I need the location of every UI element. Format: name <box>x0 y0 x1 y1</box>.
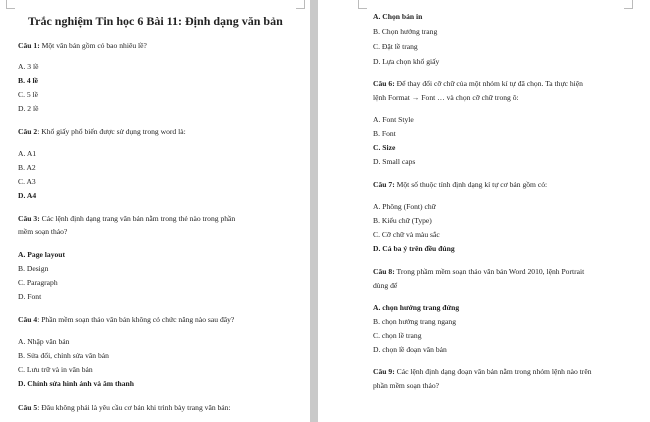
answer-option-correct: A. Page layout <box>18 250 66 259</box>
question-text-continued: phần mềm soạn thảo? <box>373 381 440 390</box>
question-3 <box>18 214 235 224</box>
question-number: Câu 4 <box>18 315 38 324</box>
page-gap <box>310 0 318 422</box>
answer-option: B. Design <box>18 264 49 273</box>
answer-option-correct: A. Chọn bản in <box>373 12 423 21</box>
question-text: Để thay đổi cỡ chữ của một nhóm kí tự đã chọn. Ta thực hiện <box>394 79 583 88</box>
question-text: Các lệnh định dạng trang văn bản nằm trong thẻ nào trong phần <box>39 214 236 223</box>
answer-option: C. Paragraph <box>18 278 58 287</box>
question-number: Câu 2 <box>18 127 38 136</box>
question-text-continued: lệnh Format → Font … và chọn cỡ chữ trong ô: <box>373 93 519 102</box>
answer-option-correct: D. Chỉnh sửa hình ảnh và âm thanh <box>18 379 134 388</box>
answer-option: D. Font <box>18 292 42 301</box>
question-8 <box>373 267 584 277</box>
question-number: Câu 3: <box>18 214 40 223</box>
answer-option: B. Chọn hướng trang <box>373 27 438 36</box>
answer-option: C. Đặt lề trang <box>373 42 418 51</box>
answer-option: D. Lựa chọn khổ giấy <box>373 57 440 66</box>
question-text: Trong phầm mềm soạn thảo văn bản Word 2010, lệnh Portrait <box>394 267 585 276</box>
answer-option: B. Kiểu chữ (Type) <box>373 216 432 225</box>
answer-option-correct: D. Cả ba ý trên đều đúng <box>373 244 455 253</box>
question-text: : Phần mềm soạn thảo văn bản không có chức năng nào sau đây? <box>37 315 235 324</box>
answer-option-correct: B. 4 lề <box>18 76 39 85</box>
answer-option: B. chọn hướng trang ngang <box>373 317 457 326</box>
answer-option: A. 3 lề <box>18 62 39 71</box>
answer-option: A. A1 <box>18 149 37 158</box>
question-number: Câu 8: <box>373 267 395 276</box>
question-9 <box>373 367 592 377</box>
answer-option: C. Cỡ chữ và màu sắc <box>373 230 440 239</box>
answer-option: C. chọn lề trang <box>373 331 422 340</box>
question-6 <box>373 79 583 89</box>
answer-option: C. Lưu trữ và in văn bản <box>18 365 93 374</box>
crop-mark <box>296 0 305 9</box>
answer-option: D. chọn lề đoạn văn bản <box>373 345 447 354</box>
answer-option: C. A3 <box>18 177 36 186</box>
answer-option-correct: A. chọn hướng trang đứng <box>373 303 460 312</box>
document-page-right <box>318 0 650 422</box>
question-number: Câu 9: <box>373 367 395 376</box>
answer-option: C. 5 lề <box>18 90 39 99</box>
question-text: : Khổ giấy phổ biến được sử dụng trong word là: <box>37 127 186 136</box>
document-title: Trắc nghiệm Tin học 6 Bài 11: Định dạng văn bản <box>28 14 283 28</box>
answer-option-correct: C. Size <box>373 143 396 152</box>
question-number: Câu 5 <box>18 403 38 412</box>
crop-mark <box>358 0 367 9</box>
question-1 <box>18 41 147 51</box>
answer-option-correct: D. A4 <box>18 191 37 200</box>
answer-option: D. Small caps <box>373 157 416 166</box>
answer-option: B. Font <box>373 129 396 138</box>
answer-option: B. Sửa đổi, chỉnh sửa văn bản <box>18 351 109 360</box>
question-text: Một văn bản gồm có bao nhiêu lề? <box>39 41 147 50</box>
answer-option: B. A2 <box>18 163 36 172</box>
question-number: Câu 1: <box>18 41 40 50</box>
document-page-left <box>0 0 310 422</box>
answer-option: D. 2 lề <box>18 104 39 113</box>
question-5 <box>18 403 231 413</box>
question-2 <box>18 127 186 137</box>
question-number: Câu 6: <box>373 79 395 88</box>
question-text: : Đâu không phải là yêu cầu cơ bản khi trình bày trang văn bản: <box>37 403 231 412</box>
answer-option: A. Phông (Font) chữ <box>373 202 436 211</box>
question-number: Câu 7: <box>373 180 395 189</box>
crop-mark <box>6 0 15 9</box>
question-text-continued: mềm soạn thảo? <box>18 227 68 236</box>
question-text-continued: dùng để <box>373 281 398 290</box>
answer-option: A. Font Style <box>373 115 414 124</box>
answer-option: A. Nhập văn bản <box>18 337 70 346</box>
question-text: Một số thuộc tính định dạng kí tự cơ bản gồm có: <box>394 180 548 189</box>
question-text: Các lệnh định dạng đoạn văn bản nằm trong nhóm lệnh nào trên <box>394 367 592 376</box>
question-4 <box>18 315 234 325</box>
question-7 <box>373 180 547 190</box>
crop-mark <box>624 0 633 9</box>
